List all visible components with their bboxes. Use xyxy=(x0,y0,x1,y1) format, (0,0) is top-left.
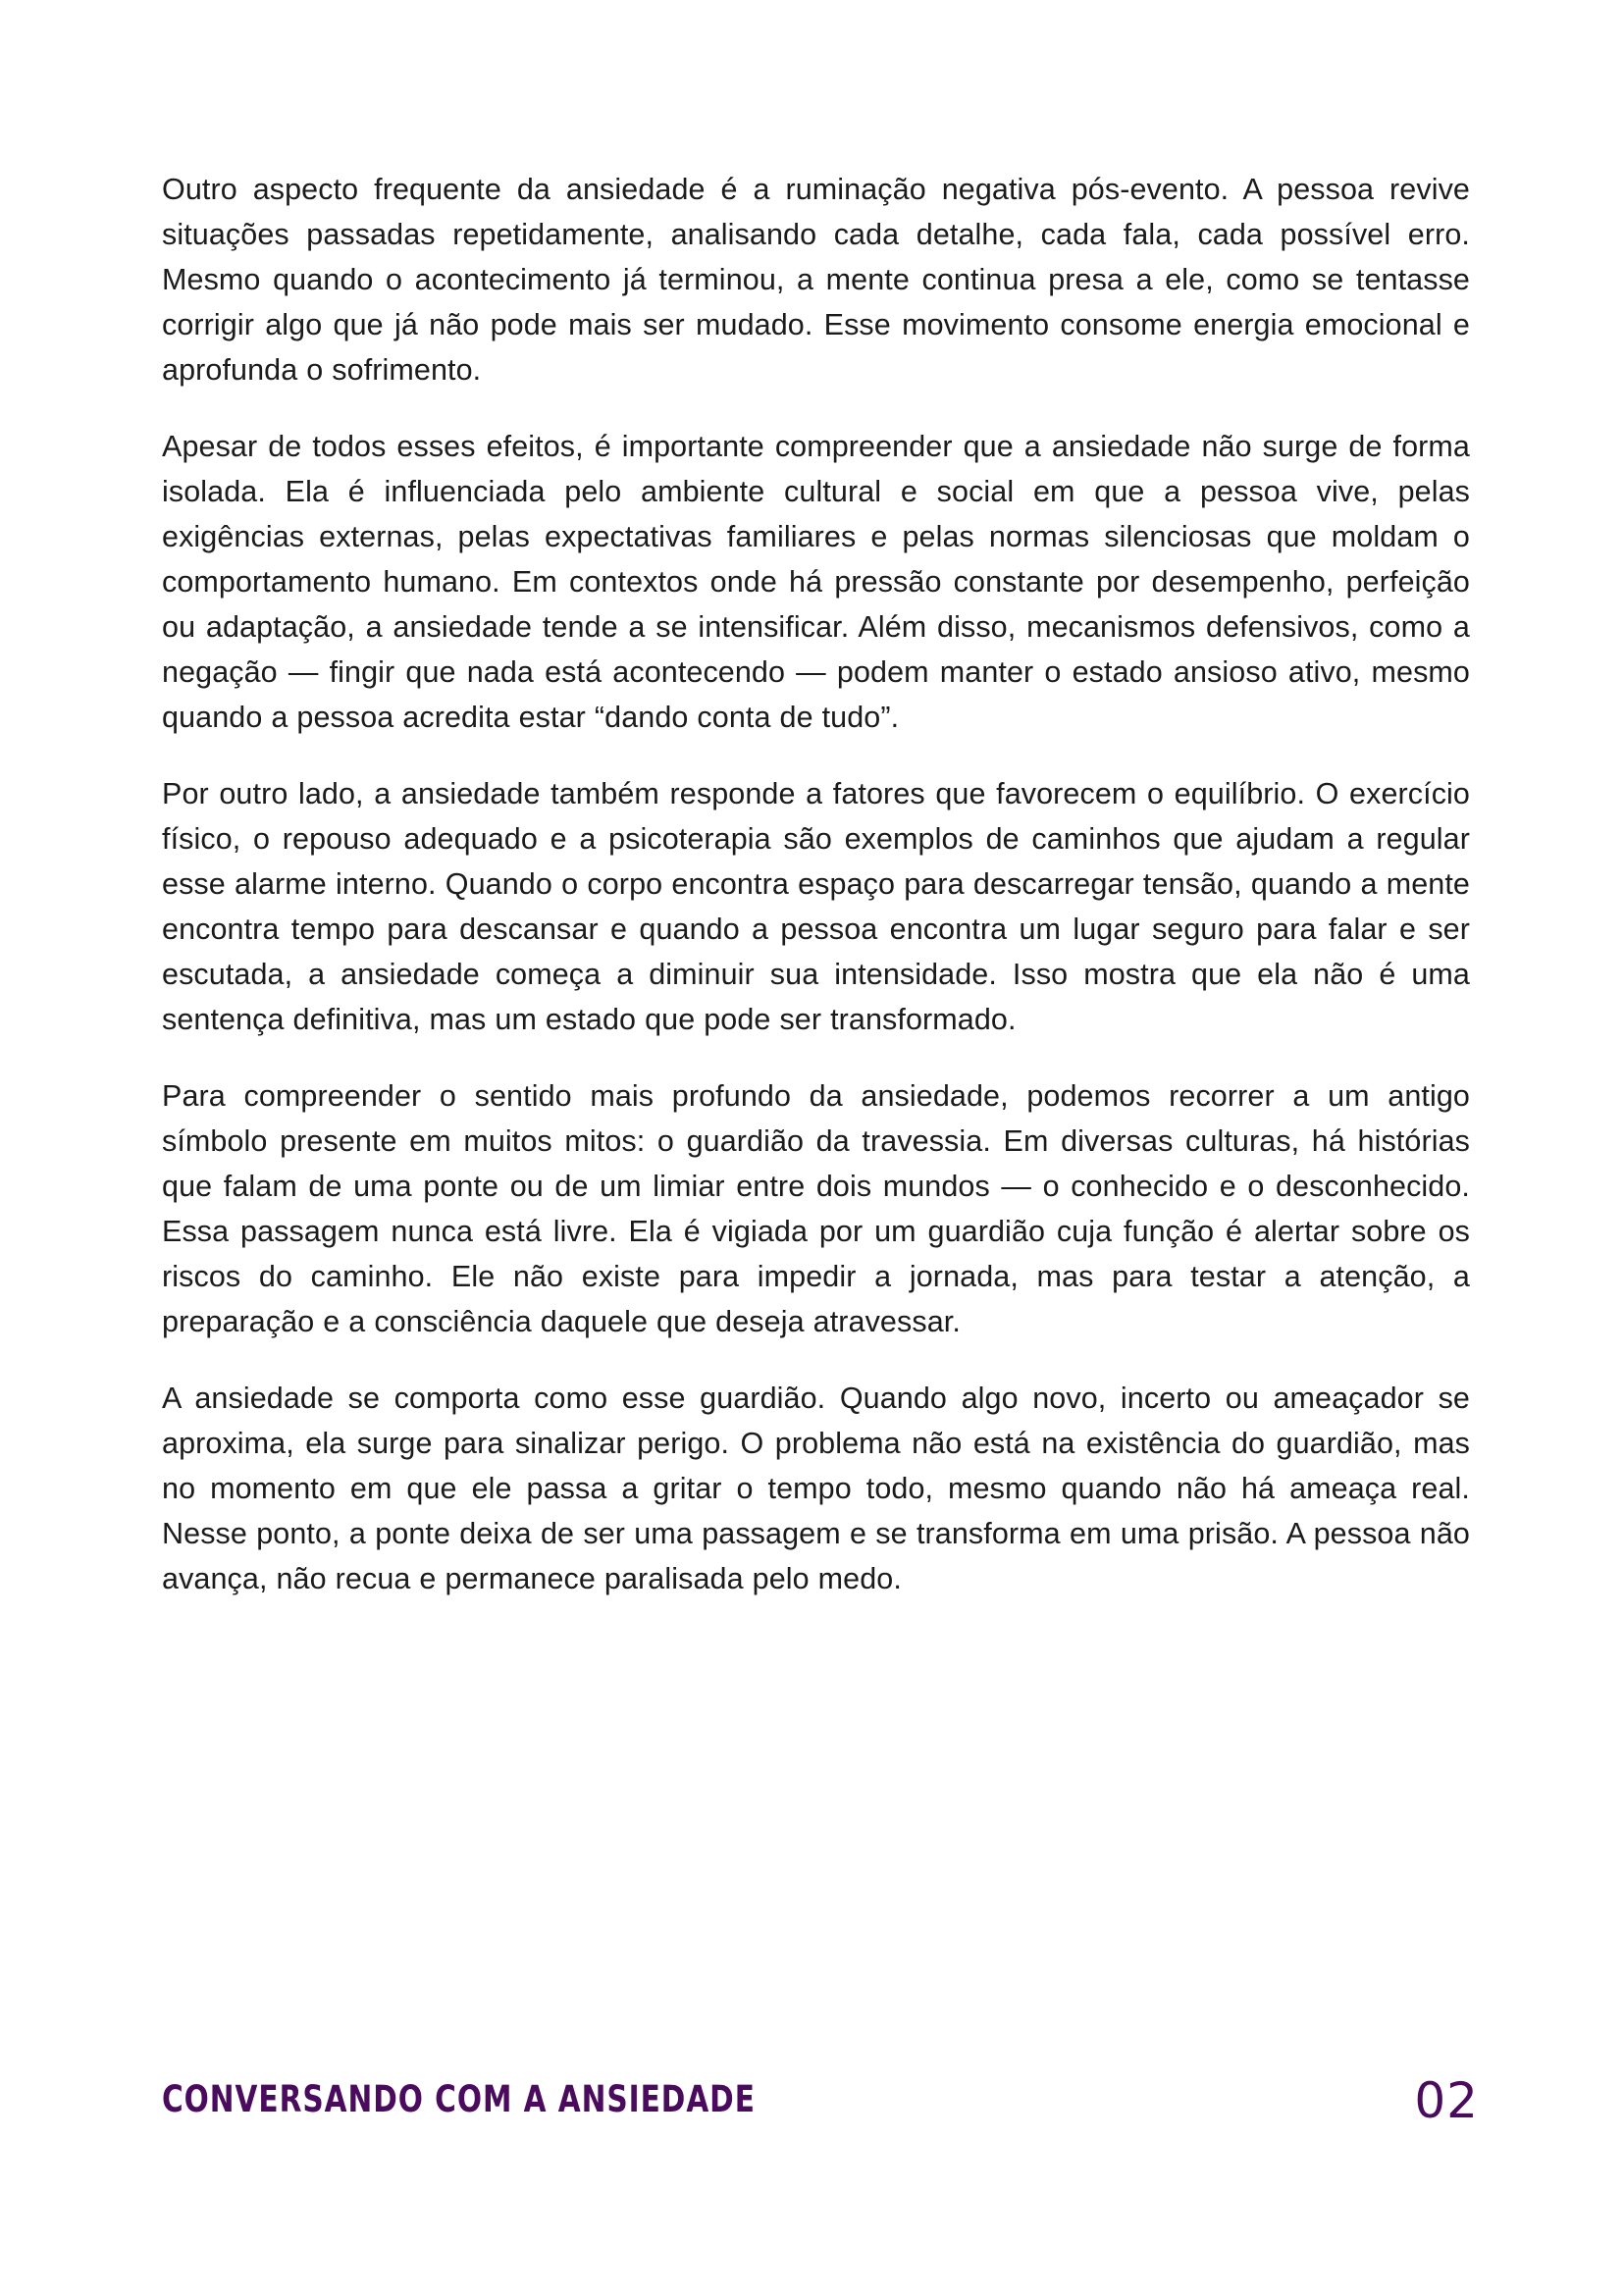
paragraph: Outro aspecto frequente da ansiedade é a ruminação negativa pós-evento. A pessoa revive situações passadas repetidamente, analisando cada detalhe, cada fala, cada possível erro. Mesmo quando o acontecimento já terminou, a mente continua presa a ele, como se tentasse corrigir algo que já não pode mais ser mudado. Esse movimento consome energia emocional e aprofunda o sofrimento. xyxy=(162,173,1470,387)
paragraph: Por outro lado, a ansiedade também responde a fatores que favorecem o equilíbrio. O exercício físico, o repouso adequado e a psicoterapia são exemplos de caminhos que ajudam a regular esse alarme interno. Quando o corpo encontra espaço para descarregar tensão, quando a mente encontra tempo para descansar e quando a pessoa encontra um lugar seguro para falar e ser escutada, a ansiedade começa a diminuir sua intensidade. Isso mostra que ela não é uma sentença definitiva, mas um estado que pode ser transformado. xyxy=(162,777,1470,1036)
page-footer xyxy=(0,2072,1624,2166)
paragraph: Apesar de todos esses efeitos, é importante compreender que a ansiedade não surge de forma isolada. Ela é influenciada pelo ambiente cultural e social em que a pessoa vive, pelas exigências externas, pelas expectativas familiares e pelas normas silenciosas que moldam o comportamento humano. Em contextos onde há pressão constante por desempenho, perfeição ou adaptação, a ansiedade tende a se intensificar. Além disso, mecanismos defensivos, como a negação — fingir que nada está acontecendo — podem manter o estado ansioso ativo, mesmo quando a pessoa acredita estar “dando conta de tudo”. xyxy=(162,430,1470,734)
footer-book-title: CONVERSANDO COM A ANSIEDADE xyxy=(162,2078,756,2120)
paragraph: A ansiedade se comporta como esse guardião. Quando algo novo, incerto ou ameaçador se aproxima, ela surge para sinalizar perigo. O problema não está na existência do guardião, mas no momento em que ele passa a gritar o tempo todo, mesmo quando não há ameaça real. Nesse ponto, a ponte deixa de ser uma passagem e se transforma em uma prisão. A pessoa não avança, não recua e permanece paralisada pelo medo. xyxy=(162,1382,1470,1595)
body-content xyxy=(162,167,1470,1601)
page-number: 02 xyxy=(1414,2072,1479,2129)
paragraph: Para compreender o sentido mais profundo da ansiedade, podemos recorrer a um antigo símbolo presente em muitos mitos: o guardião da travessia. Em diversas culturas, há histórias que falam de uma ponte ou de um limiar entre dois mundos — o conhecido e o desconhecido. Essa passagem nunca está livre. Ela é vigiada por um guardião cuja função é alertar sobre os riscos do caminho. Ele não existe para impedir a jornada, mas para testar a atenção, a preparação e a consciência daquele que deseja atravessar. xyxy=(162,1079,1470,1338)
